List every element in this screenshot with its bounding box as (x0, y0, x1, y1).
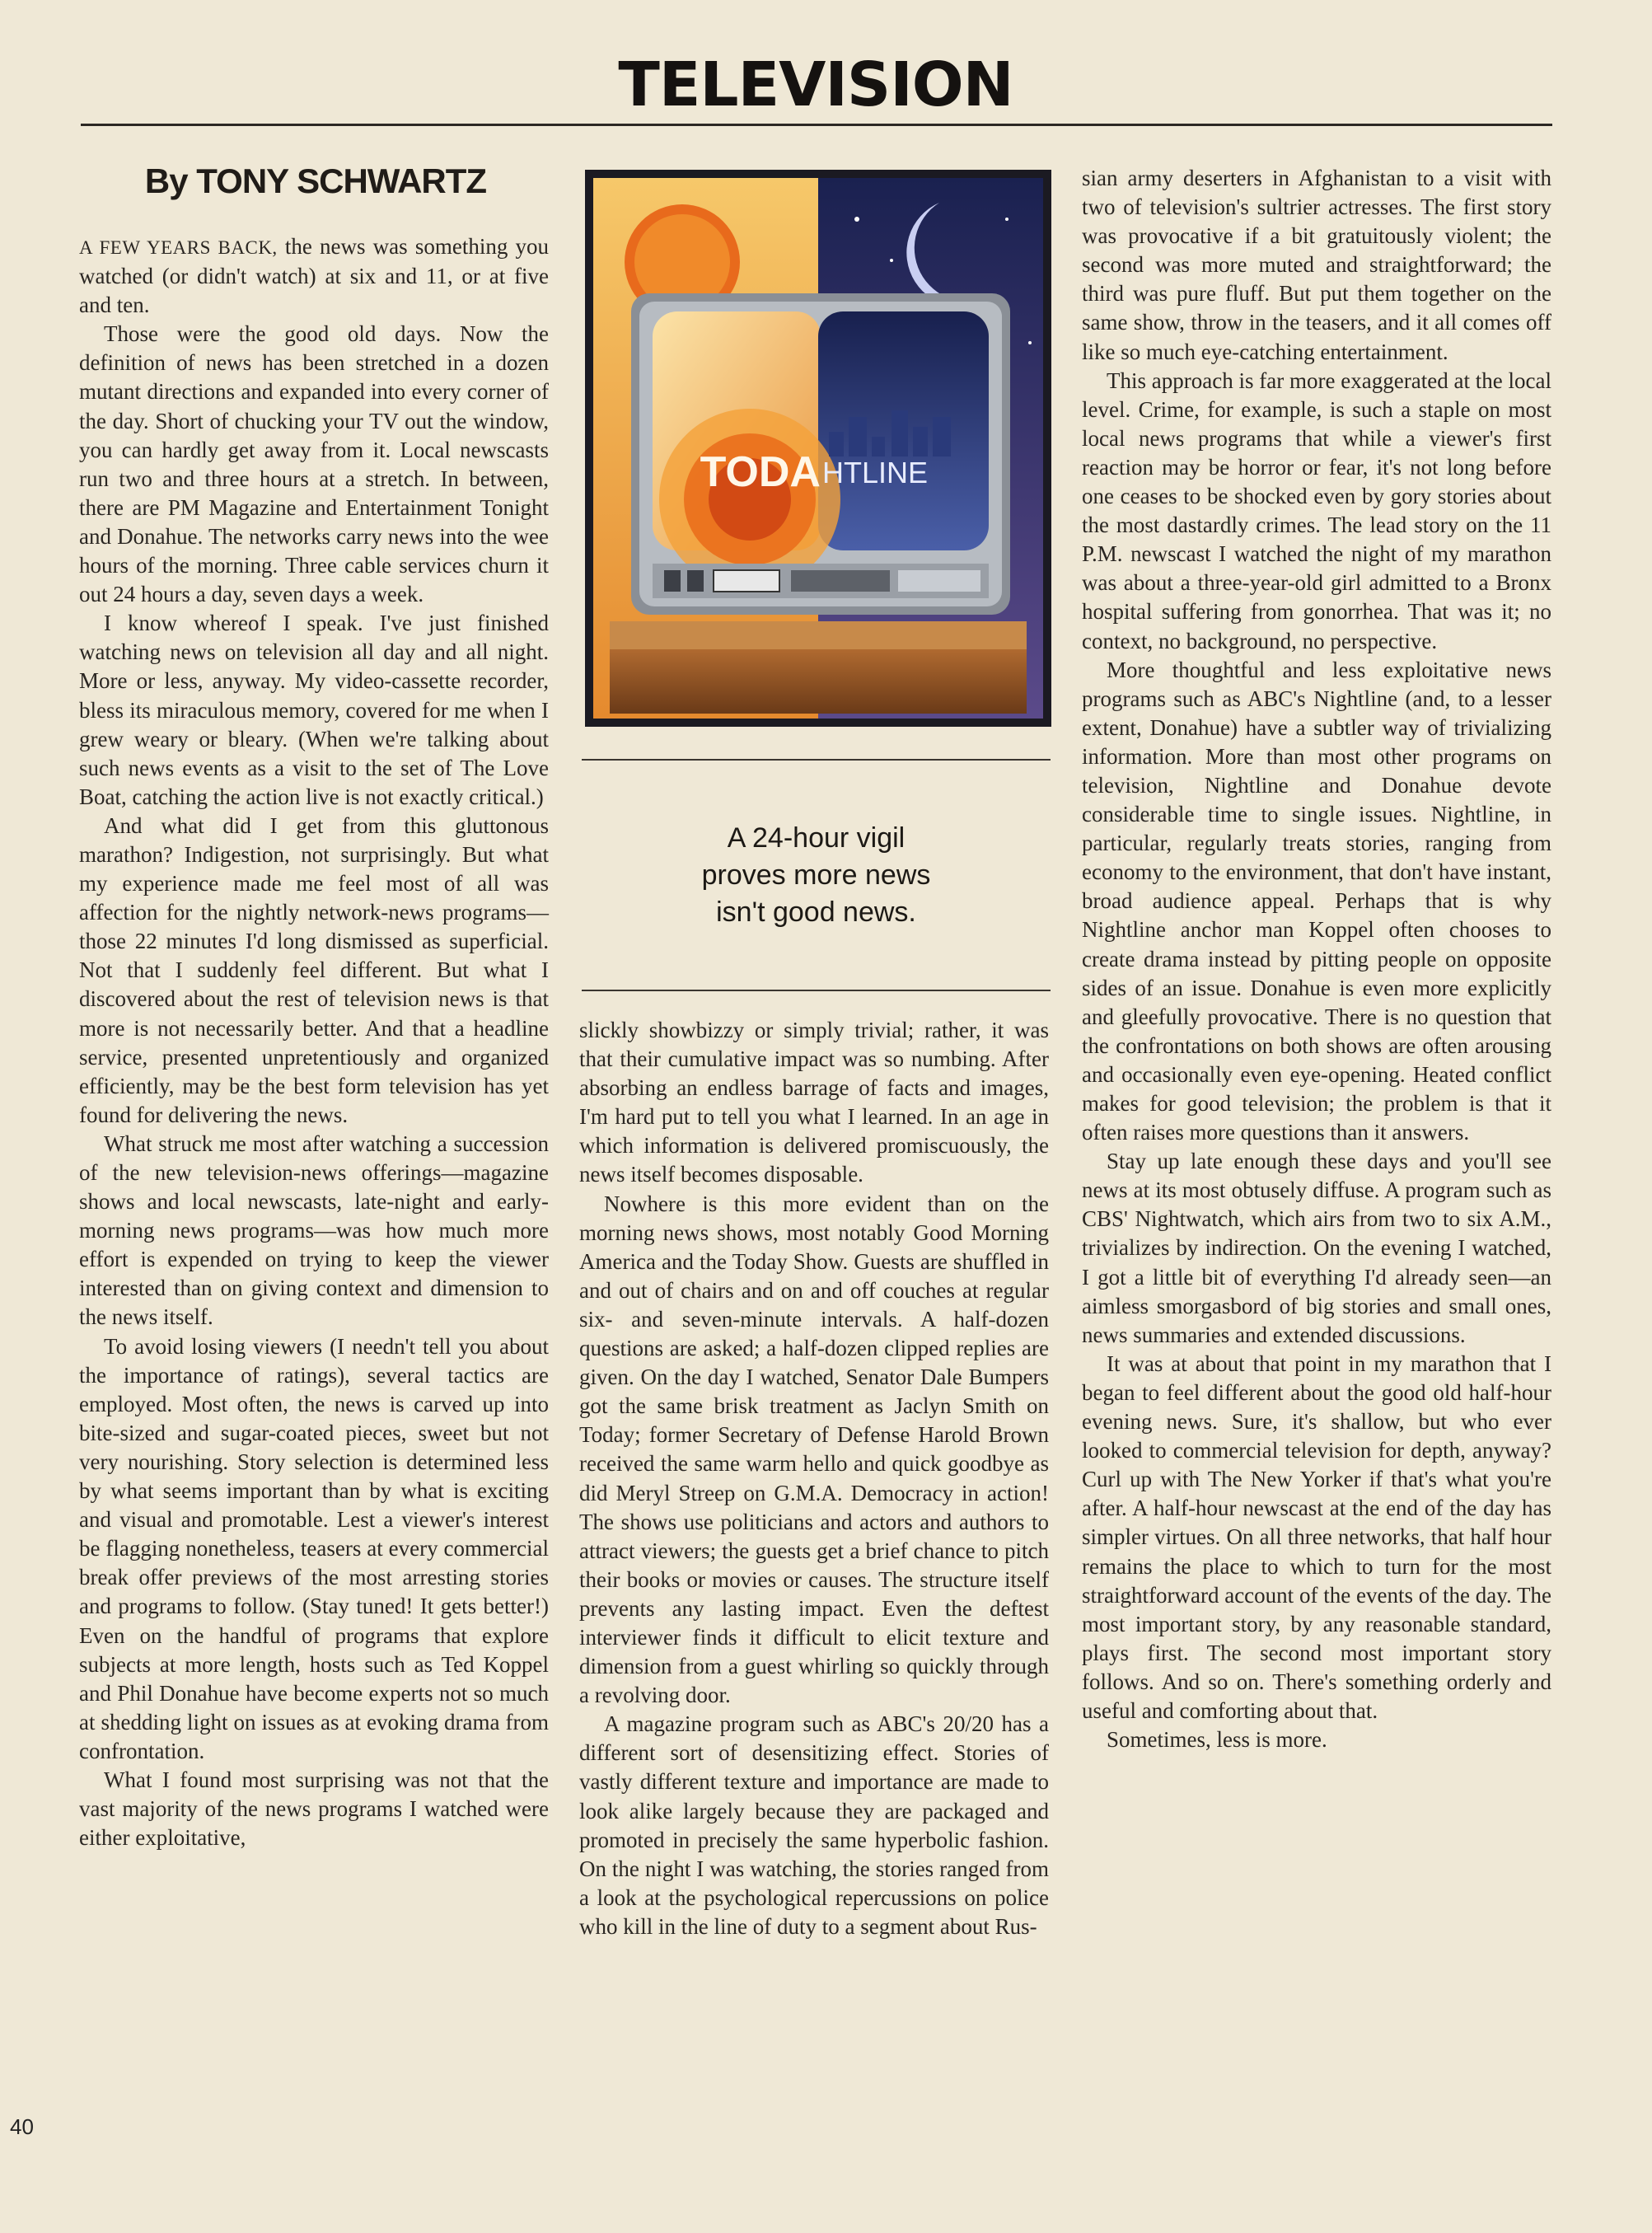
tv-illustration (585, 170, 1051, 727)
pull-quote-line: isn't good news. (716, 896, 916, 928)
paragraph: Nowhere is this more evident than on the morning news shows, most notably Good Morning America and the Today Show. Guests are shuffled in and out of chairs and on and off couches at regular six- and seven-minute intervals. A half-dozen questions are asked; a half-dozen clipped replies are given. On the day I watched, Senator Dale Bumpers got the same brisk treatment as Jaclyn Smith on Today; former Secretary of Defense Harold Brown received the same warm hello and quick goodbye as did Meryl Streep on G.M.A. Democracy in action! The shows use politicians and actors and authors to attract viewers; the guests get a brief chance to pitch their books or movies or causes. The structure itself prevents any lasting impact. Even the deftest interviewer finds it difficult to elicit texture and dimension from a guest whirling so quickly through a revolving door. (579, 1191, 1049, 1708)
page-number: 40 (10, 2114, 34, 2139)
paragraph: This approach is far more exaggerated at the local level. Crime, for example, is such a staple on most local news programs that while a viewer's first reaction may be horror or fear, it's not long before one ceases to be shocked even by gory stories about the most dastardly crimes. The lead story on the 11 P.M. newscast I watched the night of my marathon was about a three-year-old girl admitted to a Bronx hospital suffering from gonorrhea. That was it; no context, no background, no perspective. (1082, 367, 1551, 653)
byline: By TONY SCHWARTZ (144, 162, 487, 200)
pull-quote (582, 820, 1051, 931)
pull-quote-rule-bottom (582, 990, 1051, 991)
article-column-3 (1082, 164, 1551, 1754)
article-column-1 (79, 232, 549, 1852)
paragraph: slickly showbizzy or simply trivial; rather, it was that their cumulative impact was so numbing. After absorbing an endless barrage of facts and images, I'm hard put to tell you what I learned. In an age in which information is delivered promiscuously, the news itself becomes disposable. (579, 1018, 1049, 1187)
tv-illustration-graphic (585, 170, 1051, 727)
section-title: TELEVISION (618, 49, 1013, 120)
paragraph: What struck me most after watching a succession of the new television-news offerings—magazine shows and local newscasts, late-night and early-morning news programs—was how much more effort is expended on trying to keep the viewer interested than on giving context and dimension to the news itself. (79, 1131, 549, 1330)
paragraph: What I found most surprising was not that the vast majority of the news programs I watched were either exploitative, (79, 1767, 549, 1851)
paragraph (79, 232, 549, 320)
lead-in: A FEW YEARS BACK, (79, 237, 278, 258)
paragraph: I know whereof I speak. I've just finished watching news on television all day and all night. More or less, anyway. My video-cassette recorder, bless its miraculous memory, covered for me when I grew weary or bleary. (When we're talking about such news events as a visit to the set of The Love Boat, catching the action live is not exactly critical.) (79, 611, 549, 809)
paragraph: To avoid losing viewers (I needn't tell you about the importance of ratings), several tactics are employed. Most often, the news is carved up into bite-sized and sugar-coated pieces, sweet but not very nourishing. Story selection is determined less by what seems important than by what is exciting and visual and promotable. Lest a viewer's interest be flagging nonetheless, teasers at every commercial break offer previews of the most arresting stories and programs to follow. (Stay tuned! It gets better!) Even on the handful of programs that explore subjects at more length, hosts such as Ted Koppel and Phil Donahue have become experts not so much at shedding light on issues as at evoking drama from confrontation. (79, 1333, 549, 1763)
screen-text-day: TODA (700, 448, 821, 496)
paragraph-text: the news was something you watched (or didn't watch) at six and 11, or at five and ten. (79, 234, 549, 318)
paragraph: Those were the good old days. Now the definition of news has been stretched in a dozen mutant directions and expanded into every corner of the day. Short of chucking your TV out the window, you can hardly get away from it. Local newscasts run two and three hours at a stretch. In between, there are PM Magazine and Entertainment Tonight and Donahue. The networks carry news into the wee hours of the morning. Three cable services churn it out 24 hours a day, seven days a week. (79, 321, 549, 607)
paragraph: sian army deserters in Afghanistan to a visit with two of television's sultrier actresses. The first story was provocative if a bit gratuitously violent; the second was more muted and straightforward; the third was pure fluff. But put them together on the same show, throw in the teasers, and it all comes off like so much eye-catching entertainment. (1082, 166, 1551, 364)
screen-text-night: HTLINE (822, 456, 929, 489)
paragraph: Stay up late enough these days and you'll see news at its most obtusely diffuse. A program such as CBS' Nightwatch, which airs from two to six A.M., trivializes by indirection. On the evening I watched, I got a little bit of everything I'd already seen—an aimless smorgasbord of big stories and small ones, news summaries and extended discussions. (1082, 1149, 1551, 1347)
paragraph: A magazine program such as ABC's 20/20 has a different sort of desensitizing effect. Stories of vastly different texture and importance are made to look alike largely because they are packaged and promoted in precisely the same hyperbolic fashion. On the night I was watching, the stories ranged from a look at the psychological repercussions on police who kill in the line of duty to a segment about Rus- (579, 1711, 1049, 1939)
pull-quote-line: proves more news (701, 859, 931, 891)
header-rule (81, 124, 1552, 126)
paragraph: It was at about that point in my marathon that I began to feel different about the good old half-hour evening news. Sure, it's shallow, but who ever looked to commercial television for depth, anyway? Curl up with The New Yorker if that's what you're after. A half-hour newscast at the end of the day has simpler virtues. On all three networks, that half hour remains the place to which to turn for the most straightforward account of the events of the day. The most important story, by any reasonable standard, plays first. The second most important story follows. And so on. There's something orderly and useful and comforting about that. (1082, 1351, 1551, 1723)
paragraph: More thoughtful and less exploitative news programs such as ABC's Nightline (and, to a lesser extent, Donahue) have a subtler way of trivializing information. More than most other programs on television, Nightline and Donahue devote considerable time to single issues. Nightline, in particular, regularly treats stories, ranging from economy to the environment, that don't have instant, broad audience appeal. Perhaps that is why Nightline anchor man Koppel often chooses to create drama instead by pitting people on opposite sides of an issue. Donahue is even more explicitly and gleefully provocative. There is no question that the confrontations on both shows are often arousing and occasionally even eye-opening. Heated conflict makes for good television; the problem is that it often raises more questions than it answers. (1082, 657, 1551, 1145)
article-column-2 (579, 1016, 1049, 1941)
pull-quote-line: A 24-hour vigil (727, 822, 906, 854)
pull-quote-rule-top (582, 759, 1051, 761)
paragraph: And what did I get from this gluttonous marathon? Indigestion, not surprisingly. But what my experience made me feel most of all was affection for the nightly network-news programs—those 22 minutes I'd long dismissed as superficial. Not that I suddenly feel different. But what I discovered about the rest of television news is that more is not necessarily better. And that a headline service, presented unpretentiously and organized efficiently, may be the best form television has yet found for delivering the news. (79, 812, 549, 1127)
paragraph: Sometimes, less is more. (1107, 1727, 1327, 1753)
